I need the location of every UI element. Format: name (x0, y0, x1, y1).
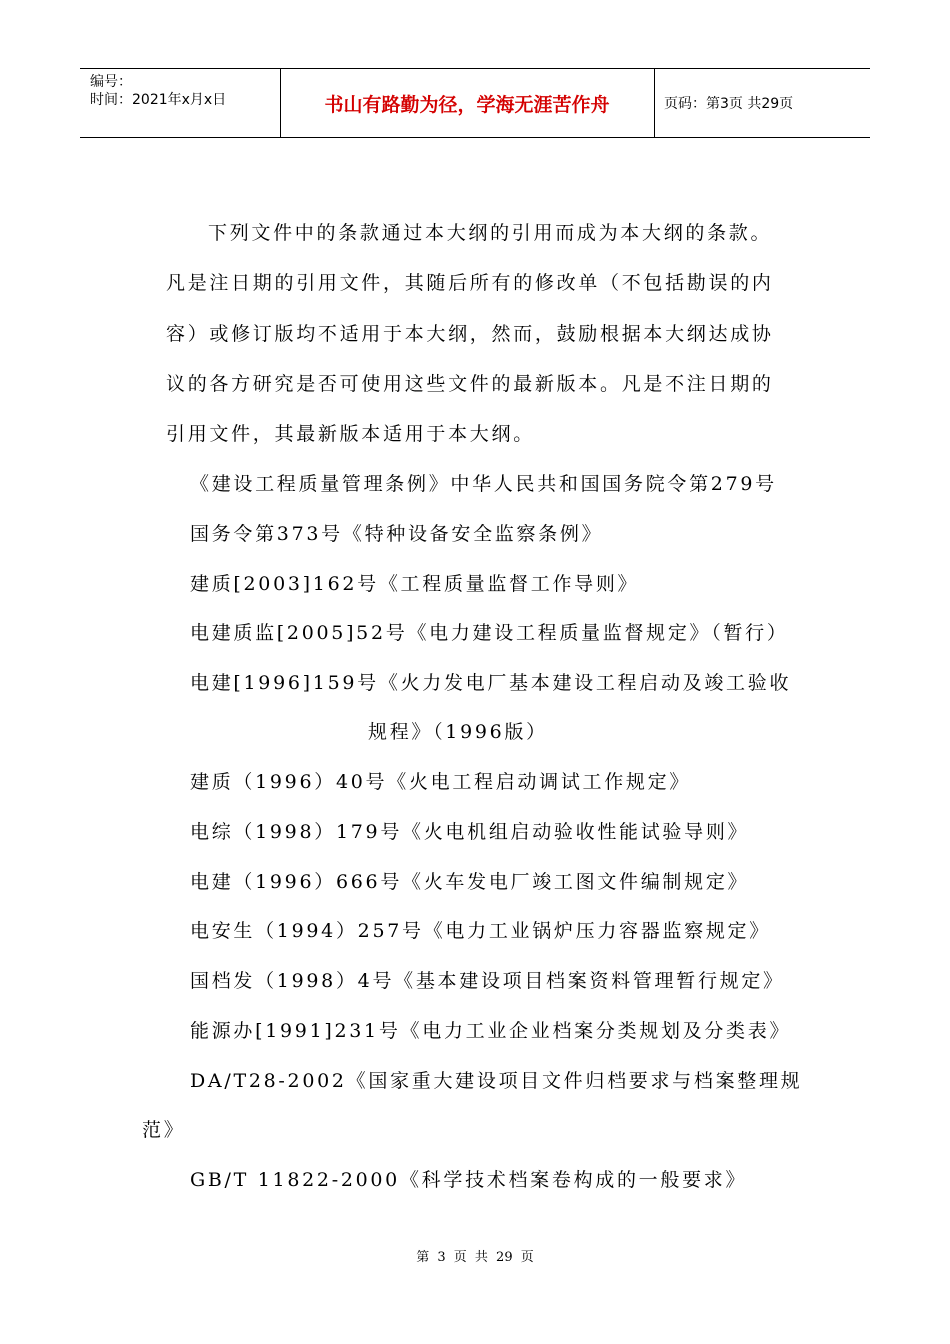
header-page-number: 页码：第3页 共29页 (664, 96, 794, 112)
header-divider-left (280, 69, 281, 137)
reference-item: 电建（1996）666号《火车发电厂竣工图文件编制规定》 (190, 871, 750, 893)
document-number-label: 编号： (90, 74, 132, 90)
reference-item: 建质（1996）40号《火电工程启动调试工作规定》 (190, 771, 692, 793)
reference-item-continuation: 规程》（1996版） (368, 721, 548, 743)
page-header (80, 68, 870, 138)
paragraph-line: 下列文件中的条款通过本大纲的引用而成为本大纲的条款。 (208, 222, 773, 244)
reference-item: 国务令第373号《特种设备安全监察条例》 (190, 523, 604, 545)
reference-item: 电综（1998）179号《火电机组启动验收性能试验导则》 (190, 821, 750, 843)
page-footer: 第 3 页 共 29 页 (416, 1250, 534, 1265)
reference-item: 《建设工程质量管理条例》中华人民共和国国务院令第279号 (190, 473, 777, 495)
header-meta (80, 69, 280, 137)
header-motto: 书山有路勤为径，学海无涯苦作舟 (324, 93, 610, 116)
reference-item: 电建[1996]159号《火力发电厂基本建设工程启动及竣工验收 (190, 672, 792, 694)
paragraph-line: 引用文件，其最新版本适用于本大纲。 (166, 423, 535, 445)
reference-item: 国档发（1998）4号《基本建设项目档案资料管理暂行规定》 (190, 970, 785, 992)
paragraph-line: 议的各方研究是否可使用这些文件的最新版本。凡是不注日期的 (166, 373, 774, 395)
paragraph-line: 容）或修订版均不适用于本大纲，然而，鼓励根据本大纲达成协 (166, 323, 774, 345)
reference-item: 能源办[1991]231号《电力工业企业档案分类规划及分类表》 (190, 1020, 792, 1042)
reference-item: 电建质监[2005]52号《电力建设工程质量监督规定》（暂行） (190, 622, 789, 644)
reference-item: DA/T28-2002《国家重大建设项目文件归档要求与档案整理规 (190, 1070, 803, 1092)
document-time-label: 时间：2021年x月x日 (90, 92, 227, 108)
reference-item: 电安生（1994）257号《电力工业锅炉压力容器监察规定》 (190, 920, 771, 942)
reference-item: 建质[2003]162号《工程质量监督工作导则》 (190, 573, 640, 595)
header-divider-right (654, 69, 655, 137)
reference-item: GB/T 11822-2000《科学技术档案卷构成的一般要求》 (190, 1169, 748, 1191)
paragraph-line: 凡是注日期的引用文件，其随后所有的修改单（不包括勘误的内 (166, 272, 774, 294)
reference-item-continuation: 范》 (142, 1119, 186, 1141)
